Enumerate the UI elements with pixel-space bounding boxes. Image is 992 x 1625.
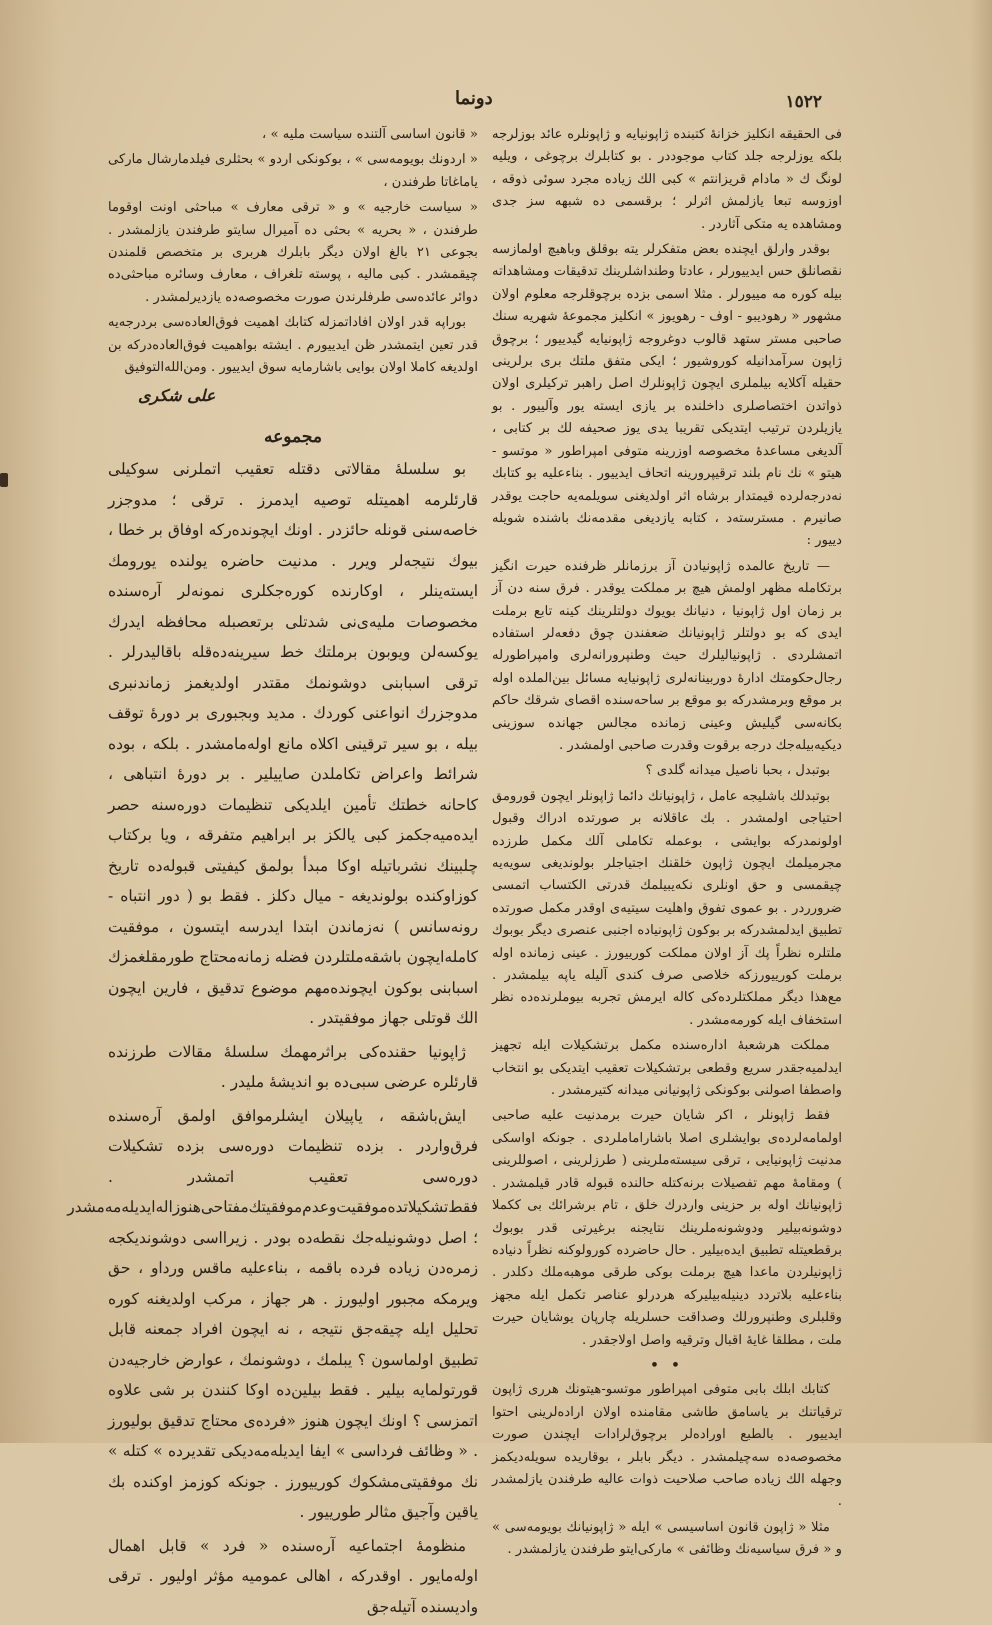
essay-paragraph: ژاپونیا حقنده‌كی براثرمهمك سلسلهٔ مقالات طرزنده قارئلره عرضی سبی‌ده بو اندیشهٔ ملیدر . — [108, 1042, 478, 1092]
left-paragraph: « اردونك بویومه‌سی » ، بوكونكی اردو » بحثلری فیلدمارشال ماركی یاماغاتا طرفندن ، — [108, 152, 478, 190]
left-paragraph: بوراپه قدر اولان افاداتمزله كتابك اهمیت فوق‌العاده‌سی بردرجه‌یه قدر تعین ایتمشدر ظن ایدییورم . ایشته بواهمیت فوق‌العاده‌دركه بن اولدیغه كاملا اولان بوایی باشارمایه سوق ایدییور . ومن‌الله‌التوفیق — [108, 315, 478, 376]
essay-paragraph: بو سلسلهٔ مقالاتی دقتله تعقیب اتملرنی سوكیلی قارئلرمه اهمیتله توصیه ایدمرز . ترقی ؛ مدوجزر خاصه‌سنی قونله حائزدر . اونك ایچونده‌ركه اوفاق بر خطا ، بیوك نتیجه‌لر ویرر . مدنیت حاضره یولنده یورومك ایسته‌ینلر ، اوكارنده كوره‌جكلری نمونه‌لر آره‌سنده مخصوصات ملیه‌ی‌نی شدتلی برتعصبله محافظه ایدرك یوكسه‌لن ویوبون برملتك خط سیرینه‌ده‌قله باقالیدرلر . ترقی اسبابنی دوشونمك مقتدر اولدیغمز زماندنبری مدوجزرك انواعنی كوردك . مدید وبجبوری بر دورهٔ توقف بیله ، بو سیر ترقینی اكلاه مانع اوله‌مامشدر . بلكه ، بوده شرائط واعراض تكاملدن صاییلیر . بر دورهٔ انتباهی ، كاحانه خطتك تأمین ایلدیكی تنظیمات دوره‌سنه حصر ایده‌میه‌جكمز كبی یالكز بر ابراهیم متفرقه ، ویا بركتاب چلبینك نشرباتیله اوكا مبدأ بولمق كیفیتی قبوله‌ده تاریخ كوزاوكنده بولوندیغه - میال دكلز . فقط بو ( دور انتباه - رونه‌سانس ) نه‌زماندن ابتدا ایدرسه ایتسون ، موفقیت كامله‌ایچون باشقه‌ملتلردن فضله زمانه‌محتاج طورمقلغمزك اسبابنی بوكون ایچونده‌مهم موضوع تدقیق ، فارین ایچون الك قوتلی جهاز موفقیتدر . — [108, 460, 478, 1028]
running-title: دونما — [455, 88, 493, 109]
right-paragraph: بوتبدل ، بحبا ناصیل میدانه گلدی ؟ — [645, 763, 830, 779]
right-paragraph: — تاریخ عالمده ژاپونیادن آز برزمانلر ظرفنده حیرت انگیز برتكامله مظهر اولمش هیچ بر مملكت یوقدر . فرق سنه دن آز بر زمان اول ژاپونیا ، دنیانك بویوك دولتلرینك كینه تابع برملت ایدی كه بو دولتلر ژاپونیانك ضعفندن چوق دفعه‌لر استفاده اتمشلردی . ژاپونیالیلرك حیث وطنپرورانه‌لری وامپراطورله رجال‌حكومتك ادارهٔ دوربینانه‌لری ژاپونیایه مسائل بین‌الملده اوله بر موقع وبرمشدركه بو موقع بر ساحه‌سنده اقصای شرقك حاكم بكانه‌سی گیلیش وعینی زمانده مجالس جهانده سوزینی دیكیه‌بیله‌جك درجه برقوت وقدرت صاحبی اولمشدر . — [492, 558, 842, 753]
right-paragraph: مملكت هرشعبهٔ اداره‌سنده مكمل برتشكیلات ایله تجهیز ایدلمیه‌جقدر سریع وقطعی برتشكیلات تعقیب ایتدیكی بو انتخاب واصطفا اصولنی بوكونكی ژاپونیانی میدانه كتیرمشدر . — [492, 1038, 842, 1099]
left-paragraph: « قانون اساسی آلتنده سیاست ملیه » ، — [262, 127, 478, 142]
right-paragraph: بوقدر وارلق ایچنده بعض متفكرلر یته بوقلق وباهیچ اولمازسه نقصانلق حس ایدییورلر ، عادتا وطنداشلرینك تدقیقات ومشاهداته بیله كوره مه مییورلر . مثلا اسمی بزده برچوقلرجه معلوم اولان مشهور « رهودیبو - اوف - رهویوز » انكلیز مجموعهٔ شهریه سنك صاحبی مستر ستهد قالوب دوغروجه ژاپونیایه گیدییور ؛ برچوق ژاپون سرآمدانیله كوروشیور ؛ ایكی متفق ملتك بری برلرینی حقیله آكلایه بیلملری ایچون ژاپونلرك اصل راهبر تركیلری اولان ذواتدن اختصاصلری داخلنده بر یازی ایسته یور وآلییور . بو یازیلردن ترتیب ایتدیكی تقریبا یدی یوز صحیفه لك بر كتابی ، آلدیغی مساعدهٔ مخصوصه اوزرینه متوفی امپراطور « موتسو - هیتو » نك نام بلند ترقیپرورینه اتحاف ایدییور . بناءعلیه بو كتابك نه‌درجه‌لرده قیمتدار برشاه اثر اولدیغنی سویلمه‌یه حاجت یوقدر صانیرم . مسترسته‌د ، كتابه یازدیغی مقدمه‌نك باشنده شویله دییور : — [492, 242, 842, 549]
right-paragraph: فقط ژاپونلر ، اكر شایان حیرت برمدنیت علیه صاحبی اولمامه‌لرده‌ی بوایشلری اصلا باشاراماملردی . جونكه اواسكی مدنیت ژاپونیایی ، ترقی سیسته‌ملرینی ( طرزلرینی ، اصوللرینی ) ومقامهٔ مهم تفصیلات برنه‌كتله حالنده قبوله قادر قیلمشدر . ژاپونیانك اوله بر حزینی واردرك خلق ، تام برشرائك بی ككملا دوشونه‌بیلیر ودوشونه‌ملرینك نتایجنه برغیرتی قدر بوبوك برقطعیتله تطبیق ایده‌بیلیر . حال حاضرده كورولوكنه نظراً دنیاده ژاپونیلردن ماعدا هیچ برملت بوكی طرقی موهبه‌ملك دكلدر . بناءعلیه بلاتردد دینیله‌بیلیركه هردرلو عناصر تكمل ایله مجهز وقلبلری وطنپرورلك وصداقت حسلریله چارپان یوشایان حیرت ملت ، مطلقا غایهٔ اقبال وترقیه واصل اولاجقدر . — [492, 1108, 842, 1348]
author-signature: علی شكری — [138, 386, 216, 406]
page-edge-stain — [0, 0, 60, 1443]
right-paragraph: كتابك ابلك بابی متوفی امپراطور موتسو-هیتونك هرری ژاپون ترقیاتنك بر یاسامق طاشی مقامنده اولان اراده‌لرینی احتوا ایدییور . بالطبع اوراده‌لر برچوق‌لرادات ایچندن صورت مخصوصه‌ده سه‌چیلمشدر . دیگر بابلر ، بوقاریده سویله‌دیكمز وجهله الك زیاده صاحب صلاحیت ذوات عالیه طرفندن یازلمشدر . — [492, 1382, 842, 1510]
left-column — [67, 124, 478, 1625]
page-header — [0, 88, 992, 122]
left-paragraph: « سیاست خارجیه » و « ترقی معارف » مباحثی اونت اوقوما طرفندن ، « بحریه » بحثی ده آمیرال سایتو طرفندن یازلمشدر . بجوعی ٢١ بالغ اولان دیگر بابلرك هربری بر متخصص قلمندن چیقمشدر . كبی مالیه ، پوسته تلغراف ، معارف وسائره مباحثی‌ده دوائر عائده‌سی طرفلرندن صورت مخصوصه‌ده یازدیرلمشدر . — [108, 200, 478, 305]
right-column — [492, 124, 842, 1565]
section-separator: • • — [650, 1357, 684, 1373]
right-paragraph: مثلا « ژاپون قانون اساسیسی » ایله « ژاپونیانك بویومه‌سی » و « فرق سیاسیه‌نك وظائفی » ماركی‌ایتو طرفندن یازلمشدر . — [492, 1519, 842, 1558]
edge-mark — [0, 473, 8, 487]
essay-paragraph: منظومهٔ اجتماعیه آره‌سنده « فرد » قابل اهمال اوله‌مایور . اوقدركه ، اهالی عمومیه مؤثر اولیور . ترقی وادیسنده آتیله‌جق — [108, 1536, 478, 1616]
gutter-shadow — [970, 0, 992, 1443]
essay-paragraph: ایش‌باشقه ، یاپیلان ایشلرموافق اولمق آره‌سنده فرق‌واردر . بزده تنظیمات دوره‌سی بزده تشكیلات دوره‌سی تعقیب اتمشدر . فقط‌تشكیلاتده‌موفقیت‌وعدم‌موفقیتك‌مفتاحی‌هنوزاله‌ایدیله‌مه‌مشدر ؛ اصل دوشونیله‌جك نقطه‌ده بودر . زیرااسی دوشوندیكجه زمره‌دن زیاده فرده باقمه ، بناءعلیه ماقس ورداو ، حق ویرمكه مجبور اولیورز . هر جهاز ، مركب اولدیغنه كوره تحلیل ایله چیقه‌جق نتیجه‌ ، نه ایچون افراد جمعنه قابل تطبیق اولماسون ؟ یبلمك ، دوشونمك ، عوارض خارجیه‌دن قورتولمایه بیلیر . فقط بیلین‌ده اوكا كنندن بر شی علاوه اتمزسی ؟ اونك ایچون هنوز «فرده‌ی محتاج تدقیق بولیورز . « وظائف فرداسی » ایفا ایدیله‌مه‌دیكی تقدیرده » كتله » نك موفقیتی‌مشكوك كورییورز . جونكه كوزمز اوكنده بك یاقین وآجیق مثالر طورییور . — [67, 1106, 478, 1522]
section-heading: مجموعه — [264, 426, 322, 447]
right-paragraph: فى الحقیقه انكلیز خزانهٔ كتبنده ژاپونیایه و ژاپونلره عائد بوزلرجه بلكه یوزلرجه جلد كتاب موجوددر . بو كتابلرك برچوغی ، ویلیه لونگ ك « مادام قریزانتم » كبی الك زیاده مجرد سوئی ذوقه ، اوزوسه تبعا یازلمش اثرلر ؛ برقسمی ده شبهه سز جدی ومشاهده یه متكی آثاردر . — [492, 127, 842, 232]
page-number: ١٥٢٢ — [785, 92, 822, 112]
right-paragraph: بوتبدلك باشلیجه عامل ، ژاپونیانك دائما ژاپونلر ایچون قورومق احتیاجی اولمشدر . بك عاقلانه بر صورتده ادراك وقبول اولونمدركه بوایشی ، بوعمله تكاملی آلك مكمل طرزده مجرمیلمك ایچون ژاپون خلقنك اجتیاجلر بولوندیغی سویه‌یه چیقمسی و حق اونلری نكه‌یبیلمك قدرتی الكتساب اتمسی ضرورردر . بو عموی تفوق واهلیت سیتیه‌ی اوقدر مكمل صورتده تطبیق ایدلمشدركه بر بوكون ژاپونیاده اجنبی عنصری دیگر بوبوك ملتلره نظراً پك آز اولان مملكت كورییورز . عینی زمانده اوله برملت كورییورزكه خلاصی صرف كندی آلیله یاپه بیلمشدر . مع‌هذا دیگر مملكتلرده‌كی كاله ایرمش تجربه بیوملرنده‌ده نظر استخفاف ایله كورمه‌مشدر . — [492, 788, 842, 1028]
